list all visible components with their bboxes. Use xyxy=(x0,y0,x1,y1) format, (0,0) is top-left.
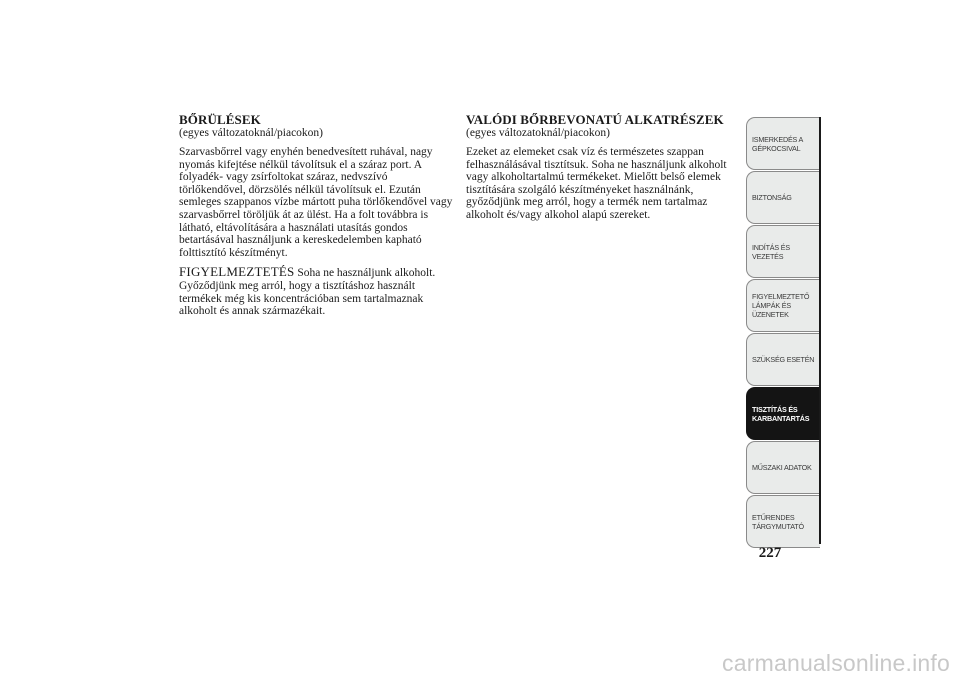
tab-divider xyxy=(819,117,821,544)
section-paragraph: Szarvasbőrrel vagy enyhén benedvesített ruhával, nagy nyomás kifejtése nélkül távolítsuk el a száraz port. A folyadék- vagy zsírfoltokat száraz, nedvszívó törlőkendővel, dörzsölés nélkül távolítsuk el. Ezután semleges szappanos vízbe mártott puha törlőkendővel vagy szarvasbőrrel töröljük át az ülést. Ha a folt továbbra is látható, eltávolítására a használati utasítás gondos betartásával használjunk a kereskedelemben kapható folttisztító készítményt. xyxy=(179,146,453,259)
tab-index[interactable]: ETŰRENDES TÁRGYMUTATÓ xyxy=(746,495,820,548)
tab-cleaning-maintenance[interactable]: TISZTÍTÁS ÉS KARBANTARTÁS xyxy=(746,387,820,440)
warning-block xyxy=(179,266,455,317)
tab-starting-driving[interactable]: INDÍTÁS ÉS VEZETÉS xyxy=(746,225,820,278)
section-subheading: (egyes változatoknál/piacokon) xyxy=(179,127,324,139)
tab-warning-lights[interactable]: FIGYELMEZTETŐ LÁMPÁK ÉS ÜZENETEK xyxy=(746,279,820,332)
warning-label: FIGYELMEZTETÉS xyxy=(179,264,295,280)
tab-safety[interactable]: BIZTONSÁG xyxy=(746,171,820,224)
section-subheading: (egyes változatoknál/piacokon) xyxy=(466,127,611,139)
section-heading-leather-seats: BŐRÜLÉSEK xyxy=(179,112,261,127)
left-column xyxy=(179,113,455,325)
page-number: 227 xyxy=(758,545,782,561)
section-paragraph: Ezeket az elemeket csak víz és természetes szappan felhasználásával tisztítsuk. Soha ne használjunk alkoholt vagy alkoholtartalmú termékeket. Mielőtt belső elemek tisztítására szolgáló készítményeket használnánk, győződjünk meg arról, hogy a termék nem tartalmaz alkoholt és/vagy alkohol alapú szereket. xyxy=(466,146,727,221)
tab-emergency[interactable]: SZÜKSÉG ESETÉN xyxy=(746,333,820,386)
section-heading-leather-parts: VALÓDI BŐRBEVONATÚ ALKATRÉSZEK xyxy=(466,112,724,127)
warning-text: Soha ne használjunk alkoholt. Győződjünk meg arról, hogy a tisztításhoz használt termékek még kis koncentrációban sem tartalmaznak alkoholt és annak származékait. xyxy=(179,267,436,318)
right-column xyxy=(466,113,732,229)
watermark: carmanualsonline.info xyxy=(722,650,950,676)
tab-technical-data[interactable]: MŰSZAKI ADATOK xyxy=(746,441,820,494)
chapter-tabs xyxy=(746,117,820,549)
tab-getting-to-know[interactable]: ISMERKEDÉS A GÉPKOCSIVAL xyxy=(746,117,820,170)
